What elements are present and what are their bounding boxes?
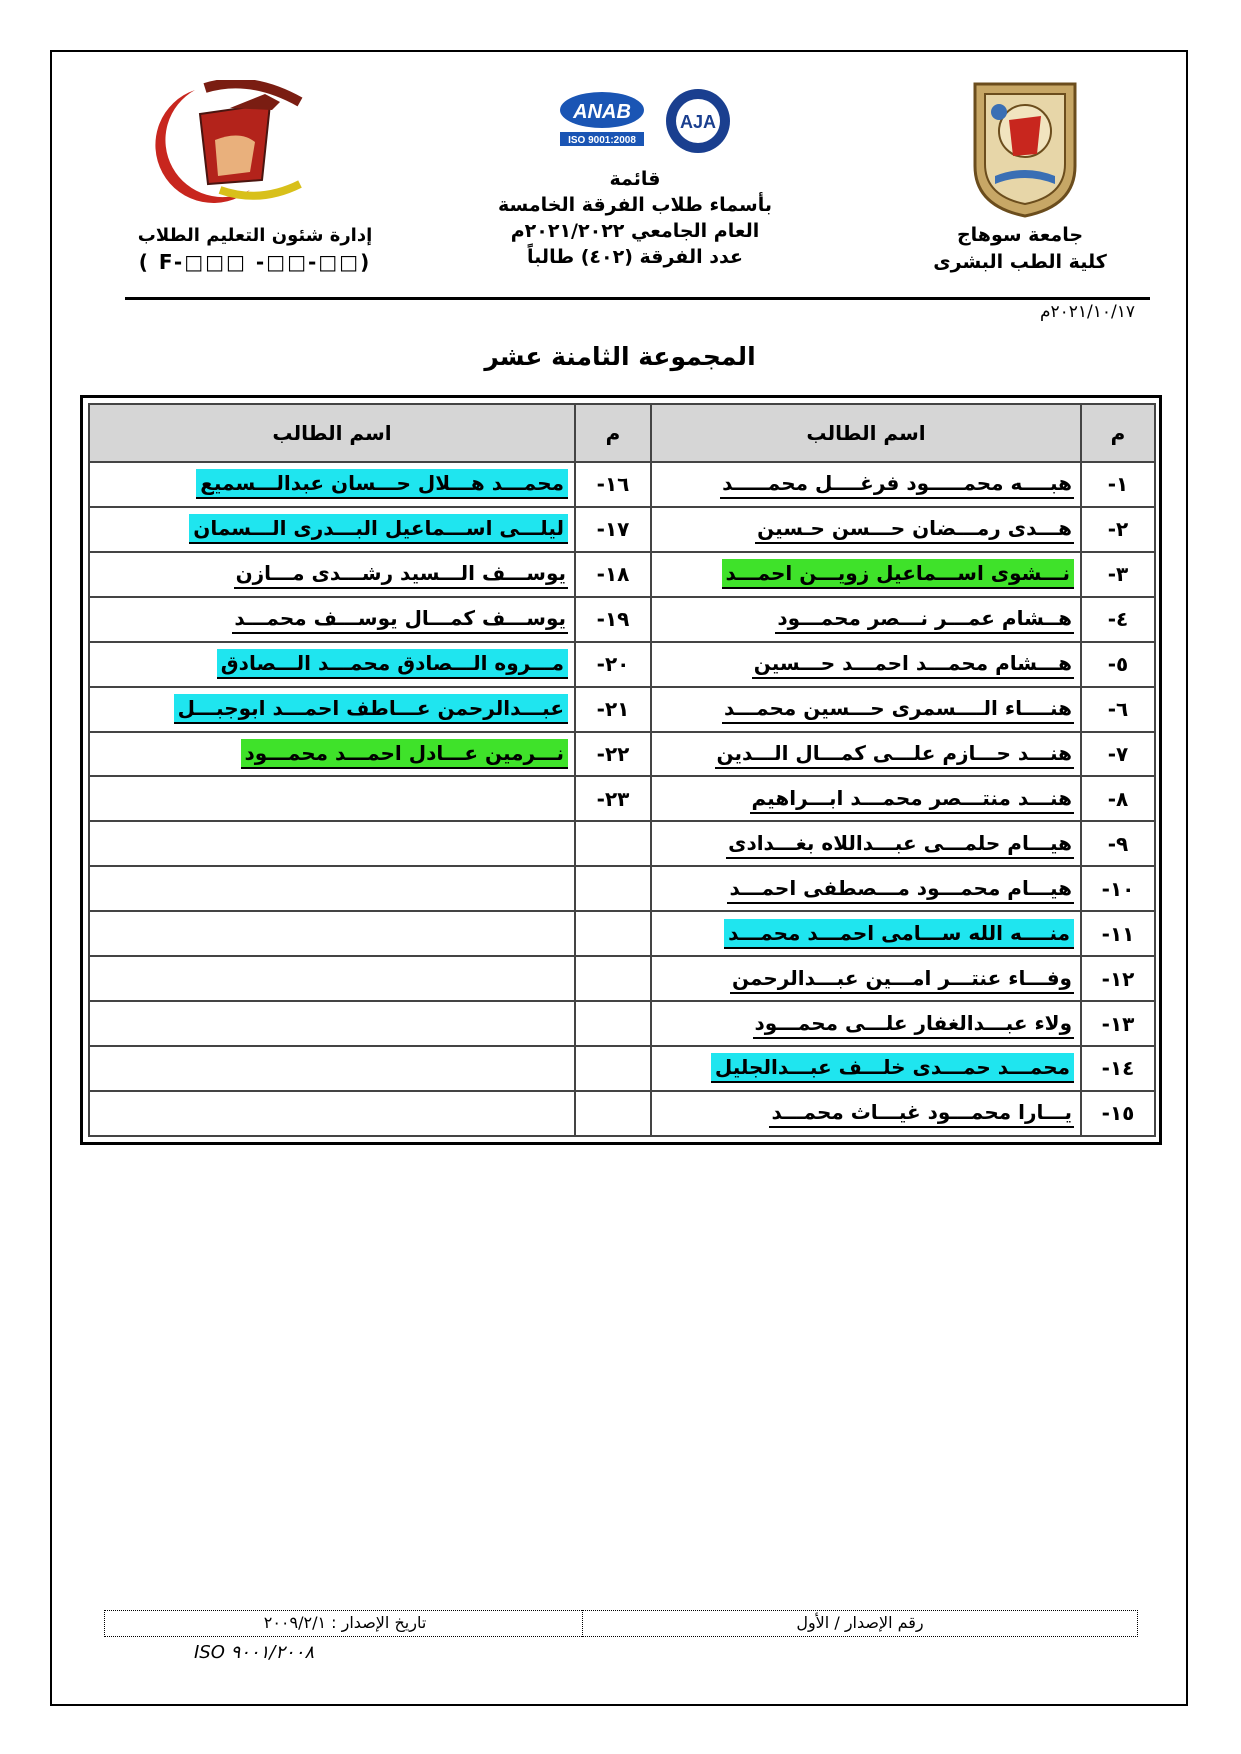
table-row xyxy=(89,507,1155,552)
table-row xyxy=(89,462,1155,507)
student-number xyxy=(575,956,651,1001)
student-name-cell xyxy=(89,552,575,597)
title-list: قائمة xyxy=(609,168,661,190)
student-name-cell xyxy=(651,866,1081,911)
student-number xyxy=(575,1001,651,1046)
student-name-cell xyxy=(89,642,575,687)
col-header-name-right: اسم الطالب xyxy=(651,404,1081,462)
student-name-cell xyxy=(651,597,1081,642)
table-row xyxy=(89,597,1155,642)
student-name: محمـــد حمـــدى خلـــف عبـــدالجليل xyxy=(711,1053,1074,1083)
student-name: هبــــه محمـــــود فرغــــل محمـــــد xyxy=(720,469,1074,499)
student-number: ١- xyxy=(1081,462,1155,507)
iso-badge-label: ISO 9001:2008 xyxy=(568,135,636,146)
header-divider xyxy=(125,297,1150,300)
students-table-frame xyxy=(80,395,1162,1145)
table-row xyxy=(89,821,1155,866)
student-name: محمـــد هـــلال حـــسان عبدالـــسميع xyxy=(196,469,568,499)
student-name-cell xyxy=(651,776,1081,821)
student-name-cell xyxy=(89,507,575,552)
university-header xyxy=(900,222,1140,276)
table-row xyxy=(89,1046,1155,1091)
student-name: منــــه الله ســـامى احمـــد محمـــد xyxy=(724,919,1074,949)
aja-label: AJA xyxy=(679,112,717,132)
student-number: ١٦- xyxy=(575,462,651,507)
issue-number: رقم الإصدار / الأول xyxy=(796,1613,924,1632)
student-name: ولاء عبـــدالغفار علـــى محمـــود xyxy=(753,1009,1074,1039)
student-number: ٦- xyxy=(1081,687,1155,732)
student-number: ٨- xyxy=(1081,776,1155,821)
student-name: يـــارا محمـــود غيـــاث محمـــد xyxy=(769,1098,1074,1128)
student-name: نـــشوى اســـماعيل زويـــن احمـــد xyxy=(722,559,1074,589)
student-name-cell xyxy=(651,956,1081,1001)
student-name-cell xyxy=(651,911,1081,956)
student-name: مـــروه الـــصادق محمـــد الـــصادق xyxy=(217,649,568,679)
student-name-cell xyxy=(651,1046,1081,1091)
student-name-cell xyxy=(89,732,575,777)
group-title: المجموعة الثامنة عشر xyxy=(484,342,756,371)
student-name-cell xyxy=(651,642,1081,687)
student-name-cell xyxy=(651,732,1081,777)
student-number xyxy=(575,1046,651,1091)
student-name-cell xyxy=(89,776,575,821)
student-number: ٢٢- xyxy=(575,732,651,777)
student-name: هـــدى رمـــضان حـــسن حـسين xyxy=(755,514,1074,544)
student-number: ٧- xyxy=(1081,732,1155,777)
student-name-cell xyxy=(89,821,575,866)
student-number: ٢١- xyxy=(575,687,651,732)
university-name: جامعة سوهاج xyxy=(956,224,1084,246)
student-name: هنـــد حـــازم علـــى كمـــال الـــدين xyxy=(715,739,1074,769)
student-name: عبـــدالرحمن عـــاطف احمـــد ابوجبـــل xyxy=(174,694,568,724)
footer-divider xyxy=(582,1610,584,1637)
student-number: ٩- xyxy=(1081,821,1155,866)
anab-label: ANAB xyxy=(573,101,631,123)
student-name: ليلـــى اســـماعيل البـــدرى الـــسمان xyxy=(189,514,568,544)
student-name: هيـــام حلمـــى عبـــداللاه بغـــدادى xyxy=(726,829,1074,859)
student-number xyxy=(575,911,651,956)
student-name-cell xyxy=(651,687,1081,732)
student-number xyxy=(575,1091,651,1136)
anab-badge xyxy=(556,88,648,148)
iso-standard: ISO ٩٠٠١/٢٠٠٨ xyxy=(194,1642,315,1663)
student-name-cell xyxy=(651,552,1081,597)
col-header-num-left: م xyxy=(575,404,651,462)
student-name: هنـــد منتـــصر محمـــد ابـــراهيم xyxy=(750,784,1075,814)
table-row xyxy=(89,866,1155,911)
student-name-cell xyxy=(651,1001,1081,1046)
student-name-cell xyxy=(651,821,1081,866)
student-number: ٤- xyxy=(1081,597,1155,642)
student-name: هيـــام محمـــود مـــصطفى احمـــد xyxy=(727,874,1074,904)
table-row xyxy=(89,642,1155,687)
student-number: ٢٣- xyxy=(575,776,651,821)
student-name-cell xyxy=(651,462,1081,507)
student-number: ٥- xyxy=(1081,642,1155,687)
student-number xyxy=(575,821,651,866)
student-name: هـــشام محمـــد احمـــد حـــسين xyxy=(752,649,1074,679)
student-number: ١٣- xyxy=(1081,1001,1155,1046)
student-name-cell xyxy=(89,1091,575,1136)
student-number: ٢٠- xyxy=(575,642,651,687)
table-row xyxy=(89,552,1155,597)
table-row xyxy=(89,1001,1155,1046)
col-header-num-right: م xyxy=(1081,404,1155,462)
student-number: ١٢- xyxy=(1081,956,1155,1001)
student-number: ٣- xyxy=(1081,552,1155,597)
students-table xyxy=(88,403,1156,1137)
student-number: ١٠- xyxy=(1081,866,1155,911)
faculty-of-medicine-logo xyxy=(100,80,305,210)
table-row xyxy=(89,1091,1155,1136)
student-name-cell xyxy=(89,687,575,732)
col-header-name-left: اسم الطالب xyxy=(89,404,575,462)
table-row xyxy=(89,687,1155,732)
student-name: يوســـف كمـــال يوســـف محمـــد xyxy=(232,604,568,634)
student-name-cell xyxy=(89,866,575,911)
form-code: ( F-□□□ -□□-□□) xyxy=(138,250,372,274)
student-name: يوســـف الـــسيد رشـــدى مـــازن xyxy=(234,559,568,589)
title-academic-year: العام الجامعي ٢٠٢١/٢٠٢٢م xyxy=(510,220,760,242)
student-name-cell xyxy=(89,956,575,1001)
student-name: هنــــاء الــــسمرى حـــسين محمـــد xyxy=(722,694,1074,724)
student-name-cell xyxy=(89,911,575,956)
student-number xyxy=(575,866,651,911)
document-date: ٢٠٢١/١٠/١٧م xyxy=(1040,302,1136,322)
table-row xyxy=(89,776,1155,821)
student-name: وفـــاء عنتـــر امـــين عبـــدالرحمن xyxy=(730,964,1074,994)
administration-name: إدارة شئون التعليم الطلاب xyxy=(137,225,373,246)
student-number: ١١- xyxy=(1081,911,1155,956)
title-students-year5: بأسماء طلاب الفرقة الخامسة xyxy=(498,194,772,216)
student-number: ١٥- xyxy=(1081,1091,1155,1136)
sohag-university-seal-logo xyxy=(965,76,1085,220)
student-name-cell xyxy=(89,1046,575,1091)
student-number: ١٧- xyxy=(575,507,651,552)
student-name-cell xyxy=(89,1001,575,1046)
student-number: ١٩- xyxy=(575,597,651,642)
title-student-count: عدد الفرقة (٤٠٢) طالباً xyxy=(527,246,743,268)
table-row xyxy=(89,732,1155,777)
administration-header xyxy=(90,222,420,276)
student-name-cell xyxy=(89,597,575,642)
student-name-cell xyxy=(89,462,575,507)
student-name: نـــرمين عـــادل احمـــد محمـــود xyxy=(241,739,568,769)
aja-badge xyxy=(658,86,738,156)
document-title-block xyxy=(470,166,800,270)
issue-date: تاريخ الإصدار : ٢٠٠٩/٢/١ xyxy=(263,1613,427,1632)
student-name: هــشام عمـــر نـــصر محمـــود xyxy=(775,604,1074,634)
table-row xyxy=(89,956,1155,1001)
student-name-cell xyxy=(651,507,1081,552)
student-number: ١٤- xyxy=(1081,1046,1155,1091)
student-number: ١٨- xyxy=(575,552,651,597)
student-name-cell xyxy=(651,1091,1081,1136)
faculty-name: كلية الطب البشرى xyxy=(933,251,1107,273)
table-row xyxy=(89,911,1155,956)
table-header-row xyxy=(89,404,1155,462)
student-number: ٢- xyxy=(1081,507,1155,552)
